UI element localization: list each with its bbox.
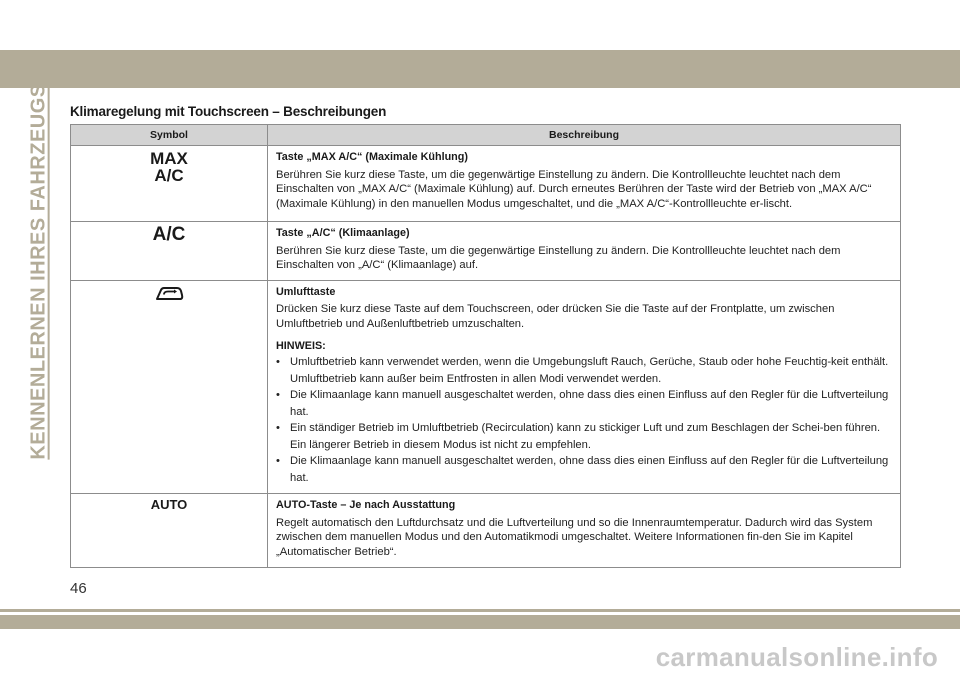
symbol-cell <box>71 146 268 222</box>
symbol-cell <box>71 494 268 567</box>
notes-list <box>276 354 892 486</box>
table-row <box>71 146 901 222</box>
header-symbol: Symbol <box>71 125 268 146</box>
row-title: Taste „A/C“ (Klimaanlage) <box>276 227 410 239</box>
side-chapter-title <box>26 82 52 460</box>
table-row <box>71 494 901 567</box>
row-text: Berühren Sie kurz diese Taste, um die gegenwärtige Einstellung zu ändern. Die Kontrollleuchte leuchtet nach dem Einschalten von „A/C“ (Klimaanlage) auf. <box>276 244 841 272</box>
description-table <box>70 124 901 568</box>
list-item: • Ein ständiger Betrieb im Umluftbetrieb (Recirculation) kann zu stickiger Luft und zum Beschlagen der Schei-ben führen. Ein längerer Betrieb in diesem Modus ist nicht zu empfehlen. <box>276 420 892 453</box>
auto-symbol: AUTO <box>150 497 188 513</box>
watermark: carmanualsonline.info <box>655 642 938 672</box>
row-title: Taste „MAX A/C“ (Maximale Kühlung) <box>276 151 468 163</box>
list-item: • Die Klimaanlage kann manuell ausgeschaltet werden, ohne dass dies einen Einfluss auf den Regler für die Luftverteilung hat. <box>276 453 892 486</box>
list-item: • Die Klimaanlage kann manuell ausgeschaltet werden, ohne dass dies einen Einfluss auf den Regler für die Luftverteilung hat. <box>276 387 892 420</box>
list-item: • Umluftbetrieb kann verwendet werden, wenn die Umgebungsluft Rauch, Gerüche, Staub oder hohe Feuchtig-keit enthält. Umluftbetrieb kann außer beim Entfrosten in allen Modi verwendet werden. <box>276 354 892 387</box>
description-cell <box>268 146 901 222</box>
table-row <box>71 222 901 281</box>
max-ac-symbol-line2: A/C <box>154 166 184 185</box>
page-number: 46 <box>70 580 87 597</box>
footer-rule <box>0 609 960 612</box>
max-ac-symbol-line1: MAX <box>150 149 188 168</box>
max-ac-symbol <box>79 150 259 184</box>
footer-band <box>0 615 960 629</box>
table-row <box>71 280 901 493</box>
row-text: Berühren Sie kurz diese Taste, um die gegenwärtige Einstellung zu ändern. Die Kontrollleuchte leuchtet nach dem Einschalten von „MAX A/C“ (Maximale Kühlung) auf. Durch erneutes Berühren der Taste wird der Betrieb von „MAX A/C“ (Maximale Kühlung) in den manuellen Modus umgeschaltet, und die „MAX A/C“-Kontrollleuchte er-lischt. <box>276 168 872 210</box>
row-text: Regelt automatisch den Luftdurchsatz und die Luftverteilung und so die Innenraumtemperatur. Dadurch wird das System zwischen dem manuellen Modus und den Automatikmodi umgeschaltet. Weitere Informationen fin-den Sie im Kapitel „Automatischer Betrieb“. <box>276 516 873 558</box>
row-text: Drücken Sie kurz diese Taste auf dem Touchscreen, oder drücken Sie die Taste auf der Frontplatte, um zwischen Umluftbetrieb und Außenluftbetrieb umzuschalten. <box>276 303 835 330</box>
side-chapter-title-text: KENNENLERNEN IHRES FAHRZEUGS <box>27 82 50 460</box>
symbol-cell <box>71 280 268 493</box>
row-title: Umlufttaste <box>276 285 336 298</box>
section-title: Klimaregelung mit Touchscreen – Beschreibungen <box>70 104 387 119</box>
recirculation-icon <box>153 294 185 306</box>
description-cell <box>268 280 901 493</box>
note-title: HINWEIS: <box>276 339 326 352</box>
row-title: AUTO-Taste – Je nach Ausstattung <box>276 499 456 512</box>
header-description: Beschreibung <box>268 125 901 146</box>
ac-symbol: A/C <box>152 224 186 245</box>
top-margin <box>0 0 960 50</box>
symbol-cell <box>71 222 268 281</box>
table-header-row <box>71 125 901 146</box>
description-cell <box>268 222 901 281</box>
header-band <box>0 50 960 88</box>
description-cell <box>268 494 901 567</box>
